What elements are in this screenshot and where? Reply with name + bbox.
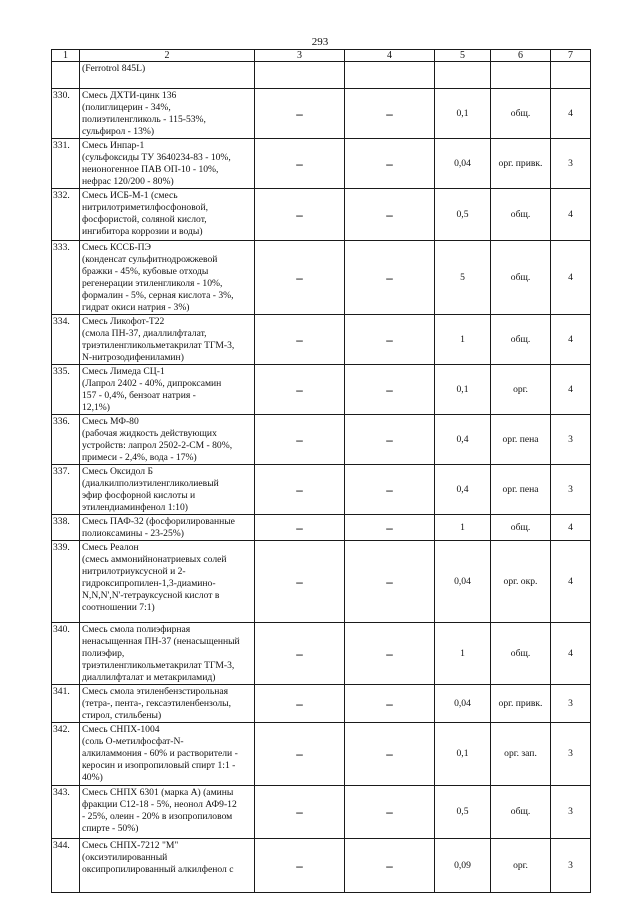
column-6-value-cell: общ. <box>491 189 551 241</box>
substance-name-line: диаллилфталат и метакриламид) <box>82 672 216 683</box>
table-row <box>52 189 591 241</box>
column-4-cell: – <box>345 685 435 723</box>
substance-name-line: N,N,N',N'-тетрауксусной кислот в <box>82 590 220 601</box>
row-number-cell: 332. <box>52 189 80 241</box>
substance-name-line: - 25%, олеин - 20% в изопропиловом <box>82 811 233 822</box>
substance-name-line: (рабочая жидкость действующих <box>82 428 217 439</box>
substance-name-line: (Ferrotrol 845L) <box>82 63 146 74</box>
column-6-value-cell: орг. пена <box>491 415 551 465</box>
substance-name-line: соотношении 7:1) <box>82 602 155 613</box>
column-4-cell: – <box>345 786 435 839</box>
column-7-value-cell: 4 <box>551 541 591 623</box>
column-4-cell: – <box>345 189 435 241</box>
column-5-value-cell: 0,09 <box>435 839 491 893</box>
substance-name-line: формалин - 5%, серная кислота - 3%, <box>82 290 234 301</box>
substance-name-line: стирол, стильбены) <box>82 710 162 721</box>
substance-name-line: Смесь Ликофот-Т22 <box>82 316 165 327</box>
column-5-value-cell: 0,04 <box>435 685 491 723</box>
column-6-value-cell: орг. привк. <box>491 685 551 723</box>
substance-name-line: (диалкилполиэтиленгликолиевый <box>82 478 219 489</box>
column-header: 1 <box>52 50 80 62</box>
substance-name-cell <box>80 365 255 415</box>
column-5-value-cell: 0,1 <box>435 723 491 786</box>
substance-name-line: оксипропилированный алкилфенол с <box>82 864 234 875</box>
column-5-value-cell: 0,4 <box>435 465 491 515</box>
row-number-cell <box>52 62 80 89</box>
column-3-cell: – <box>255 139 345 189</box>
column-header: 2 <box>80 50 255 62</box>
column-number-row <box>52 50 591 62</box>
table-row <box>52 786 591 839</box>
row-number-cell: 339. <box>52 541 80 623</box>
row-number-cell: 344. <box>52 839 80 893</box>
substance-name-line: алкиламмония - 60% и растворители - <box>82 748 238 759</box>
substance-name-line: устройств: лапрол 2502-2-СМ - 80%, <box>82 440 233 451</box>
substance-name-line: полиоксамины - 23-25%) <box>82 528 184 539</box>
column-header: 6 <box>491 50 551 62</box>
table-row <box>52 541 591 623</box>
substance-name-cell <box>80 241 255 315</box>
substance-name-line: гидроксипропилен-1,3-диамино- <box>82 578 216 589</box>
column-4-cell: – <box>345 515 435 541</box>
substance-name-line: примеси - 2,4%, вода - 17%) <box>82 452 197 463</box>
column-7-value-cell: 3 <box>551 685 591 723</box>
column-4-cell: – <box>345 315 435 365</box>
substance-name-line: Смесь МФ-80 <box>82 416 139 427</box>
column-7-value-cell: 3 <box>551 839 591 893</box>
substance-name-line: фосфористой, соляной кислот, <box>82 214 207 225</box>
substance-name-line: Смесь ПАФ-32 (фосфорилированные <box>82 516 235 527</box>
substance-name-line: Смесь Реалон <box>82 542 139 553</box>
column-3-cell: – <box>255 415 345 465</box>
column-5-value-cell: 0,5 <box>435 189 491 241</box>
column-5-value-cell: 0,04 <box>435 139 491 189</box>
page-number: 293 <box>311 36 329 48</box>
substance-name-line: (конденсат сульфитнодрожжевой <box>82 254 218 265</box>
column-7-value-cell: 4 <box>551 189 591 241</box>
substance-name-cell <box>80 723 255 786</box>
substance-name-line: 157 - 0,4%, бензоат натрия - <box>82 390 196 401</box>
table-row <box>52 241 591 315</box>
substance-name-line: фракции С12-18 - 5%, неонол АФ9-12 <box>82 799 237 810</box>
column-3-cell: – <box>255 241 345 315</box>
row-number-cell: 341. <box>52 685 80 723</box>
column-7-value-cell: 3 <box>551 415 591 465</box>
column-4-cell: – <box>345 541 435 623</box>
substance-name-line: Смесь смола полиэфирная <box>82 624 191 635</box>
column-3-cell: – <box>255 89 345 139</box>
table-row <box>52 315 591 365</box>
column-4-cell: – <box>345 723 435 786</box>
substance-name-line: Смесь Оксидол Б <box>82 466 153 477</box>
substance-name-line: этилендиаминфенол 1:10) <box>82 502 188 513</box>
column-6-value-cell: общ. <box>491 241 551 315</box>
substance-name-line: ингибитора коррозии и воды) <box>82 226 203 237</box>
column-3-cell: – <box>255 723 345 786</box>
substance-name-line: Смесь ИСБ-М-1 (смесь <box>82 190 178 201</box>
column-5-value-cell: 0,5 <box>435 786 491 839</box>
column-3-cell: – <box>255 685 345 723</box>
column-6-value-cell: орг. <box>491 839 551 893</box>
column-6-value-cell: общ. <box>491 515 551 541</box>
substance-name-line: Смесь ДХТИ-цинк 136 <box>82 90 177 101</box>
column-5-value-cell: 1 <box>435 515 491 541</box>
column-4-cell: – <box>345 465 435 515</box>
column-4-cell: – <box>345 241 435 315</box>
substance-name-cell <box>80 515 255 541</box>
substance-name-line: нитрилотриметилфосфоновой, <box>82 202 209 213</box>
substance-name-line: (сульфоксиды ТУ 3640234-83 - 10%, <box>82 152 231 163</box>
substance-name-line: (смола ПН-37, диаллилфталат, <box>82 328 207 339</box>
substance-name-line: триэтиленгликольметакрилат ТГМ-3, <box>82 660 235 671</box>
substance-name-line: нефрас 120/200 - 80%) <box>82 176 174 187</box>
column-4-cell: – <box>345 365 435 415</box>
row-number-cell: 333. <box>52 241 80 315</box>
column-header: 4 <box>345 50 435 62</box>
column-3-cell: – <box>255 541 345 623</box>
column-7-value-cell: 4 <box>551 89 591 139</box>
column-5-value-cell: 1 <box>435 315 491 365</box>
table-row <box>52 623 591 685</box>
row-number-cell: 335. <box>52 365 80 415</box>
substance-name-line: (полиглицерин - 34%, <box>82 102 171 113</box>
substance-name-cell <box>80 315 255 365</box>
column-7-value-cell: 3 <box>551 786 591 839</box>
table-row <box>52 89 591 139</box>
substance-name-cell <box>80 839 255 893</box>
column-4-cell: – <box>345 139 435 189</box>
column-5-value-cell: 0,1 <box>435 89 491 139</box>
column-3-cell: – <box>255 515 345 541</box>
column-6-value-cell: орг. пена <box>491 465 551 515</box>
column-7-value-cell: 4 <box>551 365 591 415</box>
column-6-value-cell: орг. зап. <box>491 723 551 786</box>
column-3-cell: – <box>255 365 345 415</box>
column-4-cell: – <box>345 89 435 139</box>
column-5-value-cell: 0,1 <box>435 365 491 415</box>
column-7-value-cell: 3 <box>551 723 591 786</box>
column-3-cell: – <box>255 315 345 365</box>
substance-name-cell <box>80 786 255 839</box>
table-row <box>52 685 591 723</box>
substance-name-cell <box>80 465 255 515</box>
substance-name-cell <box>80 623 255 685</box>
substance-name-line: Смесь Лимеда СЦ-1 <box>82 366 165 377</box>
substance-name-line: керосин и изопропиловый спирт 1:1 - <box>82 760 236 771</box>
row-number-cell: 330. <box>52 89 80 139</box>
column-5-value-cell: 0,4 <box>435 415 491 465</box>
substance-name-line: триэтиленгликольметакрилат ТГМ-3, <box>82 340 235 351</box>
column-4-cell: – <box>345 415 435 465</box>
column-5-value-cell: 0,04 <box>435 541 491 623</box>
column-6-value-cell: общ. <box>491 623 551 685</box>
column-5-value-cell: 1 <box>435 623 491 685</box>
substance-name-cell <box>80 685 255 723</box>
column-6-value-cell: общ. <box>491 786 551 839</box>
column-5-value-cell: 5 <box>435 241 491 315</box>
substance-name-line: Смесь смола этиленбензстирольная <box>82 686 229 697</box>
table-row <box>52 839 591 893</box>
substance-name-line: 40%) <box>82 772 103 783</box>
column-6-value-cell: общ. <box>491 315 551 365</box>
column-3-cell: – <box>255 839 345 893</box>
column-4-cell: – <box>345 623 435 685</box>
substance-name-line: Смесь Инпар-1 <box>82 140 145 151</box>
substance-name-line: полиэфир, <box>82 648 125 659</box>
substance-name-cell <box>80 541 255 623</box>
column-header: 3 <box>255 50 345 62</box>
continuation-row <box>52 62 591 89</box>
row-number-cell: 338. <box>52 515 80 541</box>
table-row <box>52 515 591 541</box>
substance-name-line: (смесь аммонийнонатриевых солей <box>82 554 227 565</box>
substance-name-line: Смесь СНПХ-7212 "М" <box>82 840 179 851</box>
substance-name-line: полиэтиленгликоль - 115-53%, <box>82 114 206 125</box>
substance-name-line: бражки - 45%, кубовые отходы <box>82 266 209 277</box>
substance-name-line: спирте - 50%) <box>82 823 139 834</box>
substance-name-line: N-нитрозодифениламин) <box>82 352 184 363</box>
column-4-cell: – <box>345 839 435 893</box>
substance-name-line: Смесь СНПХ 6301 (марка А) (амины <box>82 787 234 798</box>
substance-name-line: (оксиэтилированный <box>82 852 168 863</box>
substance-name-line: (соль О-метилфосфат-N- <box>82 736 184 747</box>
column-7-value-cell: 4 <box>551 241 591 315</box>
row-number-cell: 340. <box>52 623 80 685</box>
substance-name-line: Смесь СНПХ-1004 <box>82 724 160 735</box>
substance-name-cell <box>80 62 255 89</box>
substance-name-line: сульфирол - 13%) <box>82 126 155 137</box>
substance-name-line: нитрилотриуксусной и 2- <box>82 566 186 577</box>
column-3-cell: – <box>255 189 345 241</box>
substance-name-line: ненасыщенная ПН-37 (ненасыщенный <box>82 636 240 647</box>
table-row <box>52 139 591 189</box>
column-3-cell: – <box>255 465 345 515</box>
column-7-value-cell: 3 <box>551 465 591 515</box>
substance-name-line: эфир фосфорной кислоты и <box>82 490 196 501</box>
substance-name-line: гидрат окиси натрия - 3%) <box>82 302 190 313</box>
row-number-cell: 337. <box>52 465 80 515</box>
row-number-cell: 342. <box>52 723 80 786</box>
row-number-cell: 334. <box>52 315 80 365</box>
column-7-value-cell: 4 <box>551 623 591 685</box>
substance-name-cell <box>80 89 255 139</box>
table-row <box>52 723 591 786</box>
row-number-cell: 336. <box>52 415 80 465</box>
table-row <box>52 465 591 515</box>
column-7-value-cell: 4 <box>551 315 591 365</box>
column-7-value-cell: 4 <box>551 515 591 541</box>
table-row <box>52 365 591 415</box>
substance-name-line: Смесь КССБ-ПЭ <box>82 242 151 253</box>
substances-table <box>51 49 591 893</box>
row-number-cell: 343. <box>52 786 80 839</box>
column-3-cell: – <box>255 623 345 685</box>
substance-name-line: (тетра-, пента-, гексаэтиленбензолы, <box>82 698 232 709</box>
substance-name-cell <box>80 189 255 241</box>
column-6-value-cell: общ. <box>491 89 551 139</box>
substance-name-line: регенерации этиленгликоля - 10%, <box>82 278 223 289</box>
column-header: 7 <box>551 50 591 62</box>
column-6-value-cell: орг. привк. <box>491 139 551 189</box>
substance-name-line: неионогенное ПАВ ОП-10 - 10%, <box>82 164 219 175</box>
column-3-cell: – <box>255 786 345 839</box>
substance-name-cell <box>80 415 255 465</box>
table-row <box>52 415 591 465</box>
column-6-value-cell: орг. окр. <box>491 541 551 623</box>
substance-name-cell <box>80 139 255 189</box>
column-7-value-cell: 3 <box>551 139 591 189</box>
substance-name-line: 12,1%) <box>82 402 110 413</box>
row-number-cell: 331. <box>52 139 80 189</box>
column-header: 5 <box>435 50 491 62</box>
column-6-value-cell: орг. <box>491 365 551 415</box>
substance-name-line: (Лапрол 2402 - 40%, дипроксамин <box>82 378 222 389</box>
